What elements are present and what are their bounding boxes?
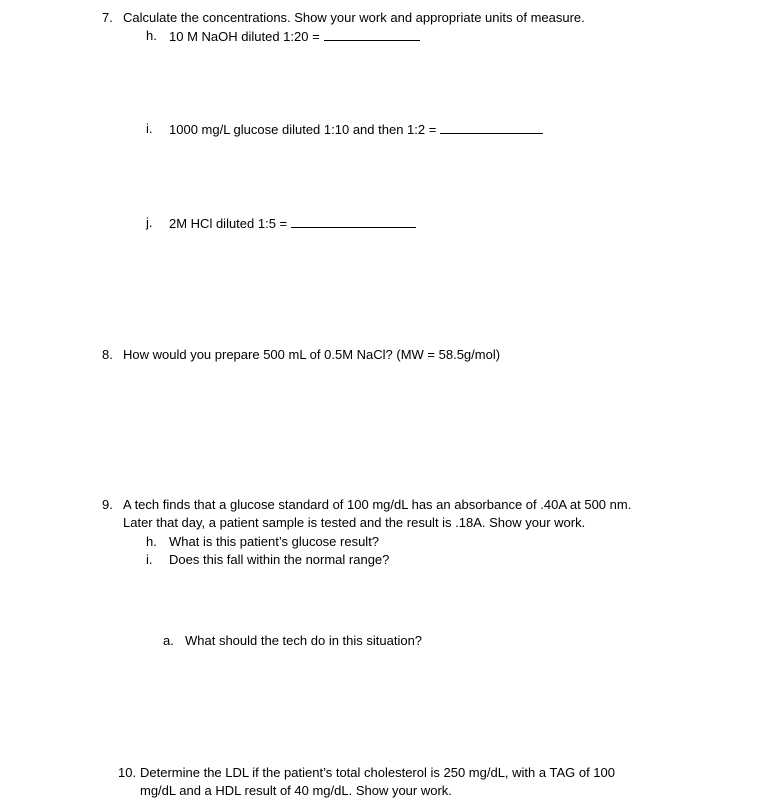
item-text: 10 M NaOH diluted 1:20 =: [169, 29, 320, 44]
question-8: [102, 346, 562, 364]
question-10-line-2: [140, 782, 640, 800]
question-number: 10.: [118, 765, 137, 780]
answer-blank[interactable]: [291, 214, 416, 228]
item-text: What is this patient’s glucose result?: [169, 534, 380, 549]
answer-blank[interactable]: [440, 120, 543, 134]
item-text: Does this fall within the normal range?: [169, 552, 390, 567]
item-label: h.: [146, 28, 157, 43]
question-9-subitem-a: [163, 632, 463, 650]
question-prompt-line-2: Later that day, a patient sample is tested and the result is .18A. Show your work.: [123, 515, 586, 530]
question-7-item-h: [146, 27, 446, 45]
question-prompt-line-1: A tech finds that a glucose standard of 100 mg/dL has an absorbance of .40A at 500 nm.: [123, 497, 632, 512]
item-label: j.: [146, 215, 153, 230]
answer-blank[interactable]: [324, 27, 420, 41]
question-9-item-h: [146, 533, 446, 551]
question-9: [102, 496, 702, 514]
item-label: a.: [163, 633, 174, 648]
item-label: i.: [146, 552, 153, 567]
question-number: 9.: [102, 497, 113, 512]
item-text: 1000 mg/L glucose diluted 1:10 and then 1:2 =: [169, 122, 437, 137]
question-prompt: How would you prepare 500 mL of 0.5M NaCl? (MW = 58.5g/mol): [123, 347, 501, 362]
question-9-line-2: [123, 514, 683, 532]
question-7: [102, 9, 662, 27]
item-label: i.: [146, 121, 153, 136]
item-text: 2M HCl diluted 1:5 =: [169, 216, 288, 231]
question-7-item-i: [146, 120, 576, 138]
question-prompt: Calculate the concentrations. Show your work and appropriate units of measure.: [123, 10, 585, 25]
question-number: 7.: [102, 10, 113, 25]
question-10: [118, 764, 678, 782]
question-7-item-j: [146, 214, 446, 232]
question-prompt-line-2: mg/dL and a HDL result of 40 mg/dL. Show your work.: [140, 783, 452, 798]
item-text: What should the tech do in this situation?: [185, 633, 423, 648]
question-9-item-i: [146, 551, 446, 569]
question-number: 8.: [102, 347, 113, 362]
question-prompt-line-1: Determine the LDL if the patient’s total cholesterol is 250 mg/dL, with a TAG of 100: [140, 765, 616, 780]
item-label: h.: [146, 534, 157, 549]
